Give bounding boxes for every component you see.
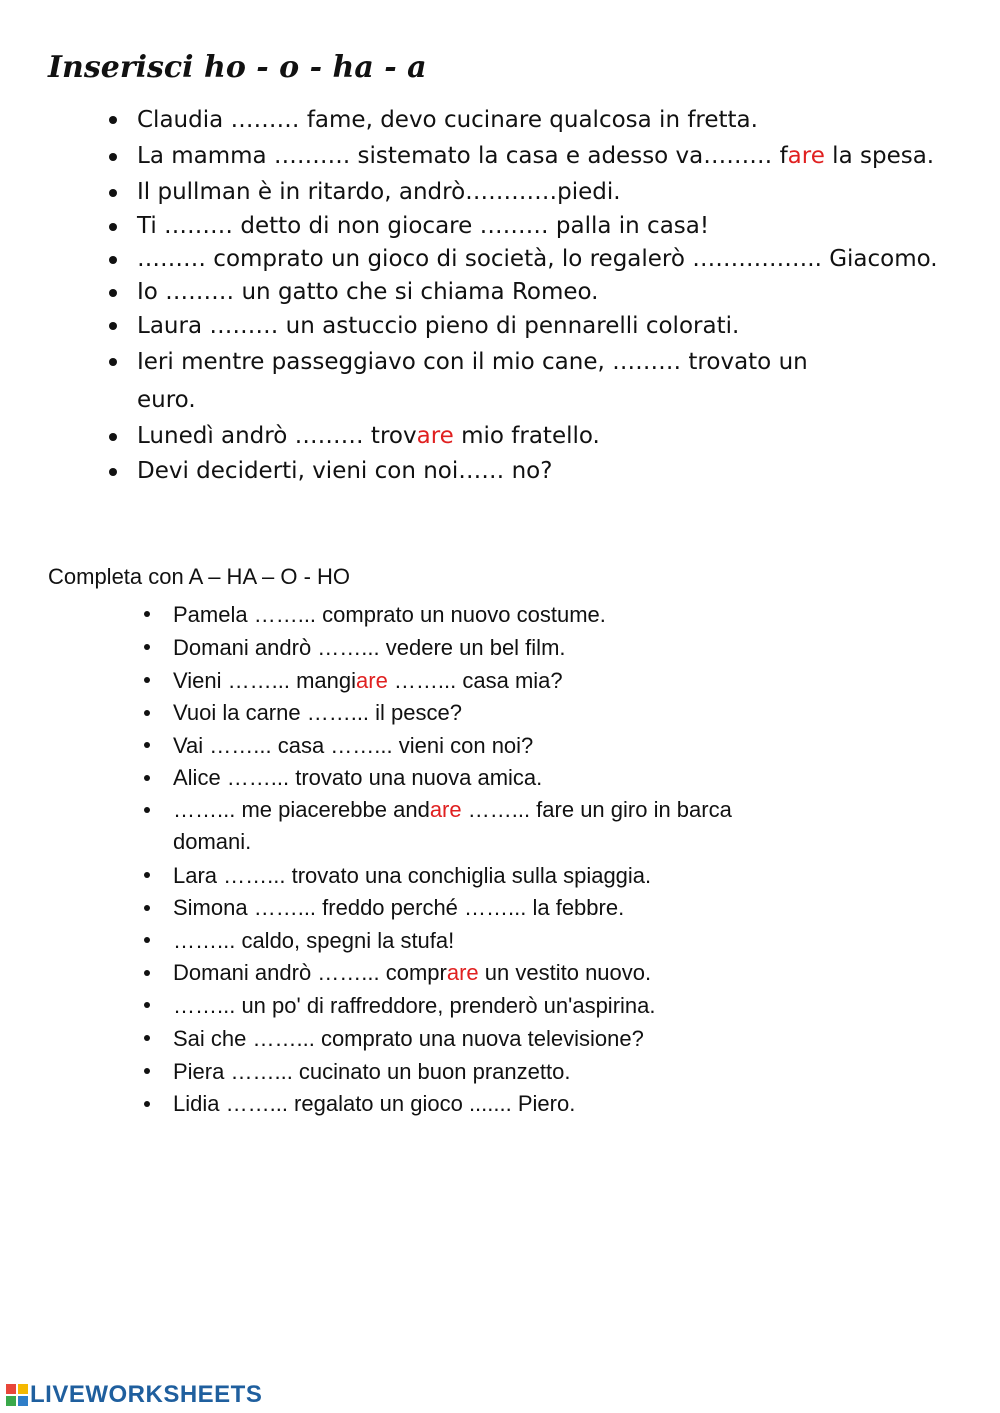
exercise-item — [0, 309, 938, 343]
sentence-text: La mamma ………. sistemato la casa e adesso va……… f — [137, 143, 788, 169]
sentence-text: ……… comprato un gioco di società, lo regalerò …………….. Giacomo. — [137, 246, 938, 272]
bullet-icon — [144, 1068, 150, 1074]
sentence-text: Lara ……... trovato una conchiglia sulla spiaggia. — [173, 863, 652, 888]
bullet-icon — [109, 289, 117, 297]
bullet-icon — [144, 611, 150, 617]
bullet-icon — [144, 1035, 150, 1041]
highlighted-text: are — [787, 143, 825, 169]
bullet-icon — [109, 153, 117, 161]
sentence-text: ……... me piacerebbe and — [173, 797, 430, 822]
exercise-item — [0, 794, 732, 859]
bullet-icon — [109, 358, 117, 366]
sentence-text: Alice ……... trovato una nuova amica. — [173, 765, 543, 790]
bullet-icon — [144, 970, 150, 976]
exercise-item — [0, 729, 732, 762]
sentence-continuation: domani. — [173, 829, 252, 854]
exercise-list-2 — [0, 598, 732, 1120]
sentence-text: Pamela ……... comprato un nuovo costume. — [173, 602, 606, 627]
exercise-item — [0, 276, 938, 309]
exercise-item — [0, 892, 732, 924]
exercise-list-1 — [0, 102, 938, 489]
sentence-text: ……... un po' di raffreddore, prenderò un'aspirina. — [173, 993, 656, 1018]
bullet-icon — [109, 256, 117, 264]
exercise-item — [0, 697, 732, 729]
exercise-item — [0, 598, 732, 631]
sentence-text: ……... fare un giro in barca — [461, 797, 732, 822]
bullet-icon — [144, 905, 150, 911]
highlighted-text: are — [416, 423, 454, 449]
highlighted-text: are — [429, 797, 462, 822]
exercise-item — [0, 859, 732, 892]
bullet-icon — [144, 644, 150, 650]
sentence-text: Vai ……... casa ……... vieni con noi? — [173, 733, 534, 758]
bullet-icon — [144, 937, 150, 943]
sentence-text: Il pullman è in ritardo, andrò…………piedi. — [137, 179, 621, 205]
sentence-text: Devi deciderti, vieni con noi…… no? — [137, 458, 553, 484]
exercise-item — [0, 138, 938, 175]
liveworksheets-logo-icon — [6, 1384, 28, 1406]
exercise-item — [0, 924, 732, 957]
sentence-text: ……... casa mia? — [387, 668, 563, 693]
exercise-item — [0, 989, 732, 1022]
bullet-icon — [144, 872, 150, 878]
logo-text: LIVEWORKSHEETS — [30, 1381, 263, 1408]
sentence-text: Ti ……… detto di non giocare ……… palla in casa! — [137, 213, 710, 239]
sentence-text: Simona ……... freddo perché ……... la febbre. — [173, 895, 625, 920]
bullet-icon — [144, 677, 150, 683]
bullet-icon — [144, 710, 150, 716]
exercise-item — [0, 1088, 732, 1120]
sentence-text: Vieni ……... mangi — [173, 668, 357, 693]
bullet-icon — [109, 322, 117, 330]
bullet-icon — [109, 189, 117, 197]
exercise-item — [0, 957, 732, 989]
bullet-icon — [109, 223, 117, 231]
exercise-item — [0, 1055, 732, 1088]
bullet-icon — [109, 116, 117, 124]
highlighted-text: are — [446, 960, 479, 985]
sentence-text: Laura ……… un astuccio pieno di pennarelli colorati. — [137, 313, 740, 339]
bullet-icon — [144, 1002, 150, 1008]
sentence-text: Vuoi la carne ……... il pesce? — [173, 700, 462, 725]
sentence-text: Domani andrò ……... compr — [173, 960, 447, 985]
bullet-icon — [144, 742, 150, 748]
sentence-text: Io ……… un gatto che si chiama Romeo. — [137, 279, 599, 305]
exercise-item — [0, 1022, 732, 1055]
sentence-text: mio fratello. — [453, 423, 600, 449]
sentence-text: Claudia ……… fame, devo cucinare qualcosa in fretta. — [137, 107, 758, 133]
bullet-icon — [109, 433, 117, 441]
sentence-text: Lunedì andrò ……… trov — [137, 423, 417, 449]
sentence-continuation: euro. — [137, 387, 196, 413]
sentence-text: ……... caldo, spegni la stufa! — [173, 928, 455, 953]
exercise-item — [0, 210, 938, 243]
sentence-text: Piera ……... cucinato un buon pranzetto. — [173, 1059, 571, 1084]
bullet-icon — [144, 1101, 150, 1107]
exercise-item — [0, 175, 938, 210]
bullet-icon — [144, 807, 150, 813]
exercise-item — [0, 762, 732, 794]
exercise-item — [0, 102, 938, 138]
sentence-text: un vestito nuovo. — [478, 960, 652, 985]
worksheet-title: Inserisci ho - o - ha - a — [48, 50, 427, 85]
sentence-text: Sai che ……... comprato una nuova televisione? — [173, 1026, 644, 1051]
sentence-text: la spesa. — [824, 143, 935, 169]
exercise-item — [0, 243, 938, 276]
sentence-text: Lidia ……... regalato un gioco ....... Piero. — [173, 1091, 576, 1116]
exercise-item — [0, 454, 938, 489]
sentence-text: Domani andrò ……... vedere un bel film. — [173, 635, 566, 660]
highlighted-text: are — [356, 668, 388, 693]
sentence-text: Ieri mentre passeggiavo con il mio cane, ……… trovato un — [137, 349, 808, 375]
exercise-item — [0, 419, 938, 454]
exercise-item — [0, 631, 732, 664]
section-2-title: Completa con A – HA – O - HO — [48, 564, 351, 589]
liveworksheets-logo[interactable] — [6, 1381, 262, 1409]
bullet-icon — [144, 775, 150, 781]
exercise-item — [0, 664, 732, 697]
bullet-icon — [109, 468, 117, 476]
exercise-item — [0, 343, 938, 419]
